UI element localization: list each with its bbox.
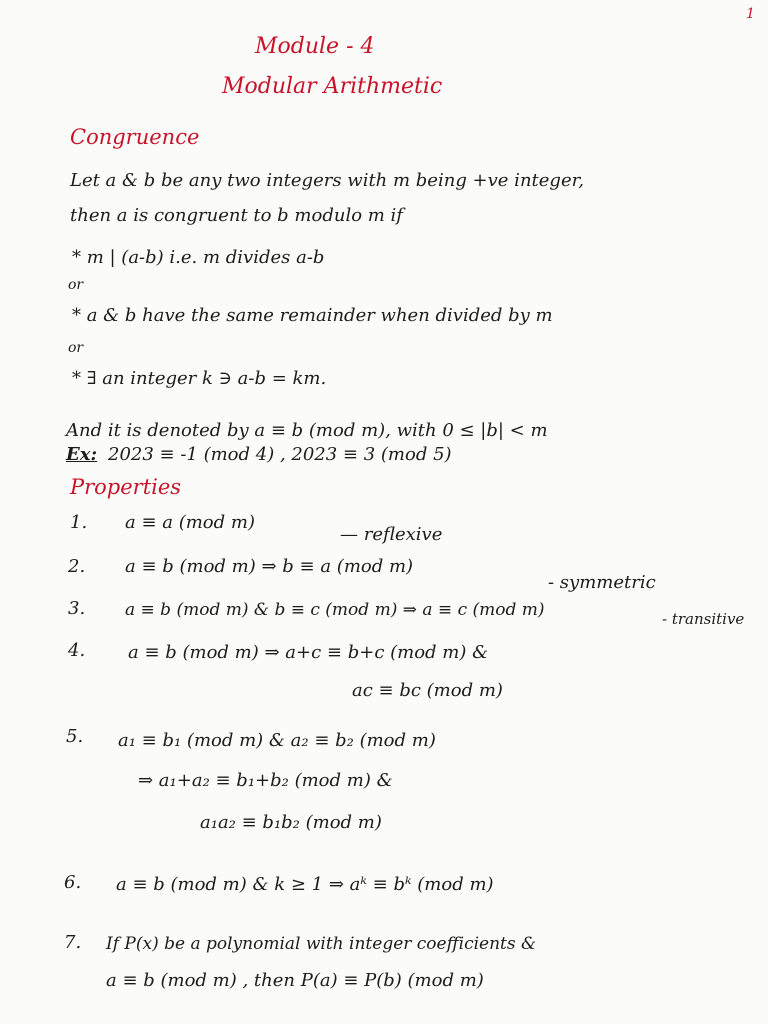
- denoted-line: And it is denoted by a ≡ b (mod m), with 0 ≤ |b| < m: [66, 420, 548, 441]
- property-5-line-2: ⇒ a₁+a₂ ≡ b₁+b₂ (mod m) &: [138, 770, 393, 791]
- bullet-remainder: * a & b have the same remainder when divided by m: [72, 305, 553, 326]
- property-4-text: a ≡ b (mod m) ⇒ a+c ≡ b+c (mod m) &: [128, 642, 489, 663]
- congruence-line-1: Let a & b be any two integers with m being +ve integer,: [70, 170, 584, 191]
- property-2-text: a ≡ b (mod m) ⇒ b ≡ a (mod m): [125, 556, 414, 577]
- property-4-num: 4.: [68, 640, 86, 661]
- property-1-note: — reflexive: [340, 524, 443, 545]
- or-1: or: [68, 277, 84, 293]
- bullet-integer-k: * ∃ an integer k ∋ a-b = km.: [72, 368, 327, 389]
- properties-heading: Properties: [70, 475, 182, 499]
- page-number: 1: [746, 6, 755, 22]
- property-6-text: a ≡ b (mod m) & k ≥ 1 ⇒ aᵏ ≡ bᵏ (mod m): [116, 874, 494, 895]
- property-7-text: If P(x) be a polynomial with integer coefficients &: [106, 934, 537, 954]
- property-2-num: 2.: [68, 556, 86, 577]
- property-5-num: 5.: [66, 726, 84, 747]
- property-6-num: 6.: [64, 872, 82, 893]
- property-5-line-3: a₁a₂ ≡ b₁b₂ (mod m): [200, 812, 382, 833]
- property-3-note: - transitive: [662, 610, 745, 628]
- property-7-line-2: a ≡ b (mod m) , then P(a) ≡ P(b) (mod m): [106, 970, 484, 991]
- congruence-heading: Congruence: [70, 125, 200, 149]
- property-2-note: - symmetric: [548, 572, 656, 593]
- property-1-text: a ≡ a (mod m): [125, 512, 255, 533]
- bullet-divides: * m | (a-b) i.e. m divides a-b: [72, 247, 325, 268]
- or-2: or: [68, 340, 84, 356]
- property-7-num: 7.: [64, 932, 82, 953]
- module-title: Module - 4: [255, 34, 375, 59]
- property-3-text: a ≡ b (mod m) & b ≡ c (mod m) ⇒ a ≡ c (mod m): [125, 600, 545, 620]
- example-label: Ex:: [66, 444, 98, 465]
- property-1-num: 1.: [70, 512, 88, 533]
- property-5-text: a₁ ≡ b₁ (mod m) & a₂ ≡ b₂ (mod m): [118, 730, 436, 751]
- topic-title: Modular Arithmetic: [222, 74, 443, 99]
- example-text: 2023 ≡ -1 (mod 4) , 2023 ≡ 3 (mod 5): [108, 444, 452, 465]
- property-4-line-2: ac ≡ bc (mod m): [352, 680, 503, 701]
- property-3-num: 3.: [68, 598, 86, 619]
- congruence-line-2: then a is congruent to b modulo m if: [70, 205, 403, 226]
